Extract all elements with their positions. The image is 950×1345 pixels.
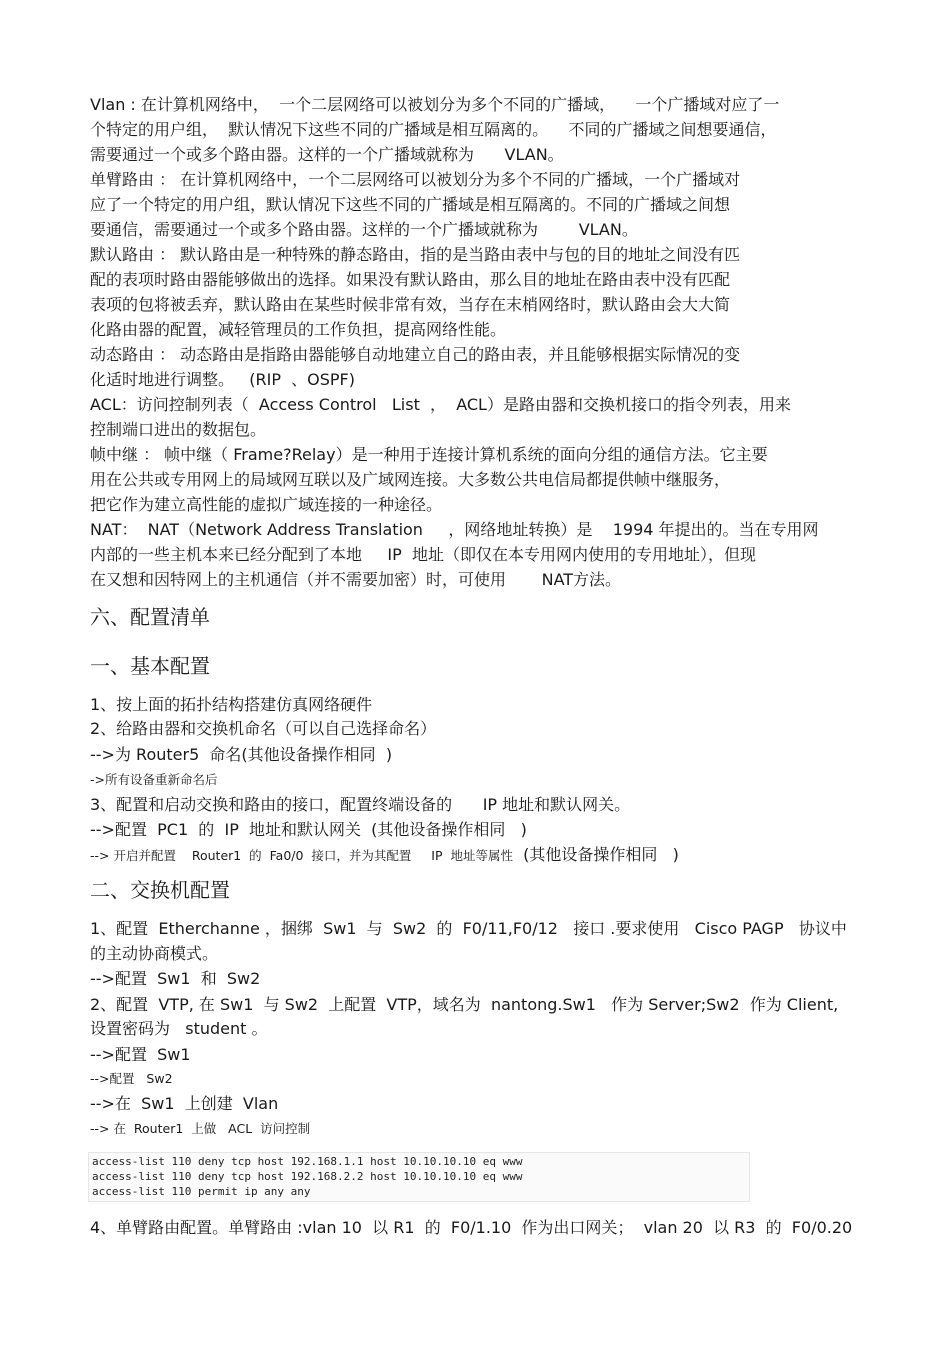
router-on-a-stick-step: 4、单臂路由配置。单臂路由 :vlan 10 以 R1 的 F0/1.10 作为出口网关； vlan 20 以 R3 的 F0/0.20 — [90, 1218, 853, 1237]
paragraph-line: NAT： NAT（Network Address Translation ，网络地址转换）是 1994 年提出的。当在专用网 — [90, 520, 819, 539]
switch-step-2-cont: 设置密码为 student 。 — [90, 1019, 268, 1038]
paragraph-line: 要通信，需要通过一个或多个路由器。这样的一个广播域就称为 VLAN。 — [90, 220, 638, 239]
acl-line: access-list 110 permit ip any any — [92, 1185, 311, 1198]
basic-step-2: 2、给路由器和交换机命名（可以自己选择命名） — [90, 719, 437, 738]
paragraph-line: 控制端口进出的数据包。 — [90, 420, 267, 439]
switch-step-2-sub-acl: --> 在 Router1 上做 ACL 访问控制 — [90, 1121, 311, 1136]
basic-step-3-note-small: --> 开启并配置 Router1 的 Fa0/0 接口，并为其配置 IP 地址等属性 — [90, 848, 513, 863]
paragraph-line: 动态路由 ： 动态路由是指路由器能够自动地建立自己的路由表，并且能够根据实际情况的变 — [90, 345, 741, 364]
switch-step-2: 2、配置 VTP, 在 Sw1 与 Sw2 上配置 VTP，域名为 nantong.Sw1 作为 Server;Sw2 作为 Client, — [90, 995, 839, 1014]
switch-step-1-sub: -->配置 Sw1 和 Sw2 — [90, 969, 261, 988]
basic-step-3-note — [90, 844, 679, 866]
switch-step-1: 1、配置 Etherchanne ，捆绑 Sw1 与 Sw2 的 F0/11,F0/12 接口 .要求使用 Cisco PAGP 协议中 — [90, 919, 847, 938]
switch-step-2-sub-sw2: -->配置 Sw2 — [90, 1071, 173, 1086]
acl-line: access-list 110 deny tcp host 192.168.2.2 host 10.10.10.10 eq www — [92, 1170, 523, 1183]
basic-step-3: 3、配置和启动交换和路由的接口，配置终端设备的 IP 地址和默认网关。 — [90, 795, 631, 814]
paragraph-line: 需要通过一个或多个路由器。这样的一个广播域就称为 VLAN。 — [90, 145, 564, 164]
section-heading-basic-config: 一、基本配置 — [90, 654, 210, 678]
paragraph-line: 帧中继 ： 帧中继（ Frame?Relay）是一种用于连接计算机系统的面向分组的通信方法。它主要 — [90, 445, 768, 464]
paragraph-line: 把它作为建立高性能的虚拟广域连接的一种途径。 — [90, 495, 443, 514]
switch-step-1-cont: 的主动协商模式。 — [90, 944, 219, 963]
acl-code-screenshot — [88, 1152, 750, 1202]
section-heading-config-list: 六、配置清单 — [90, 605, 210, 629]
paragraph-line: 化适时地进行调整。 (RIP 、OSPF) — [90, 370, 356, 389]
basic-step-1: 1、按上面的拓扑结构搭建仿真网络硬件 — [90, 695, 373, 714]
paragraph-line: 内部的一些主机本来已经分配到了本地 IP 地址（即仅在本专用网内使用的专用地址），但现 — [90, 545, 756, 564]
paragraph-line: 个特定的用户组， 默认情况下这些不同的广播域是相互隔离的。 不同的广播域之间想要通信， — [90, 120, 777, 139]
paragraph-line: Vlan : 在计算机网络中， 一个二层网络可以被划分为多个不同的广播域， 一个广播域对应了一 — [90, 95, 780, 114]
paragraph-line: 应了一个特定的用户组，默认情况下这些不同的广播域是相互隔离的。不同的广播域之间想 — [90, 195, 731, 214]
switch-step-2-sub-vlan: -->在 Sw1 上创建 Vlan — [90, 1094, 279, 1113]
basic-step-2-sub: -->为 Router5 命名(其他设备操作相同 ) — [90, 745, 393, 764]
paragraph-line: 化路由器的配置，减轻管理员的工作负担，提高网络性能。 — [90, 320, 507, 339]
paragraph-line: 在又想和因特网上的主机通信（并不需要加密）时，可使用 NAT方法。 — [90, 570, 622, 589]
paragraph-line: 配的表项时路由器能够做出的选择。如果没有默认路由，那么目的地址在路由表中没有匹配 — [90, 270, 731, 289]
basic-step-2-note: ->所有设备重新命名后 — [90, 772, 218, 787]
paragraph-line: 用在公共或专用网上的局域网互联以及广域网连接。大多数公共电信局都提供帧中继服务， — [90, 470, 731, 489]
switch-step-2-sub-sw1: -->配置 Sw1 — [90, 1045, 191, 1064]
paragraph-line: ACL：访问控制列表（ Access Control List ， ACL）是路由器和交换机接口的指令列表，用来 — [90, 395, 791, 414]
paragraph-line: 表项的包将被丢弃，默认路由在某些时候非常有效，当存在末梢网络时，默认路由会大大简 — [90, 295, 731, 314]
section-heading-switch-config: 二、交换机配置 — [90, 878, 230, 902]
paragraph-line: 默认路由 ： 默认路由是一种特殊的静态路由，指的是当路由表中与包的目的地址之间没有匹 — [90, 245, 741, 264]
basic-step-3-note-tail: (其他设备操作相同 ) — [523, 845, 679, 864]
acl-line: access-list 110 deny tcp host 192.168.1.1 host 10.10.10.10 eq www — [92, 1155, 523, 1168]
paragraph-line: 单臂路由 ： 在计算机网络中，一个二层网络可以被划分为多个不同的广播域，一个广播域对 — [90, 170, 741, 189]
basic-step-3-sub: -->配置 PC1 的 IP 地址和默认网关 (其他设备操作相同 ) — [90, 820, 527, 839]
